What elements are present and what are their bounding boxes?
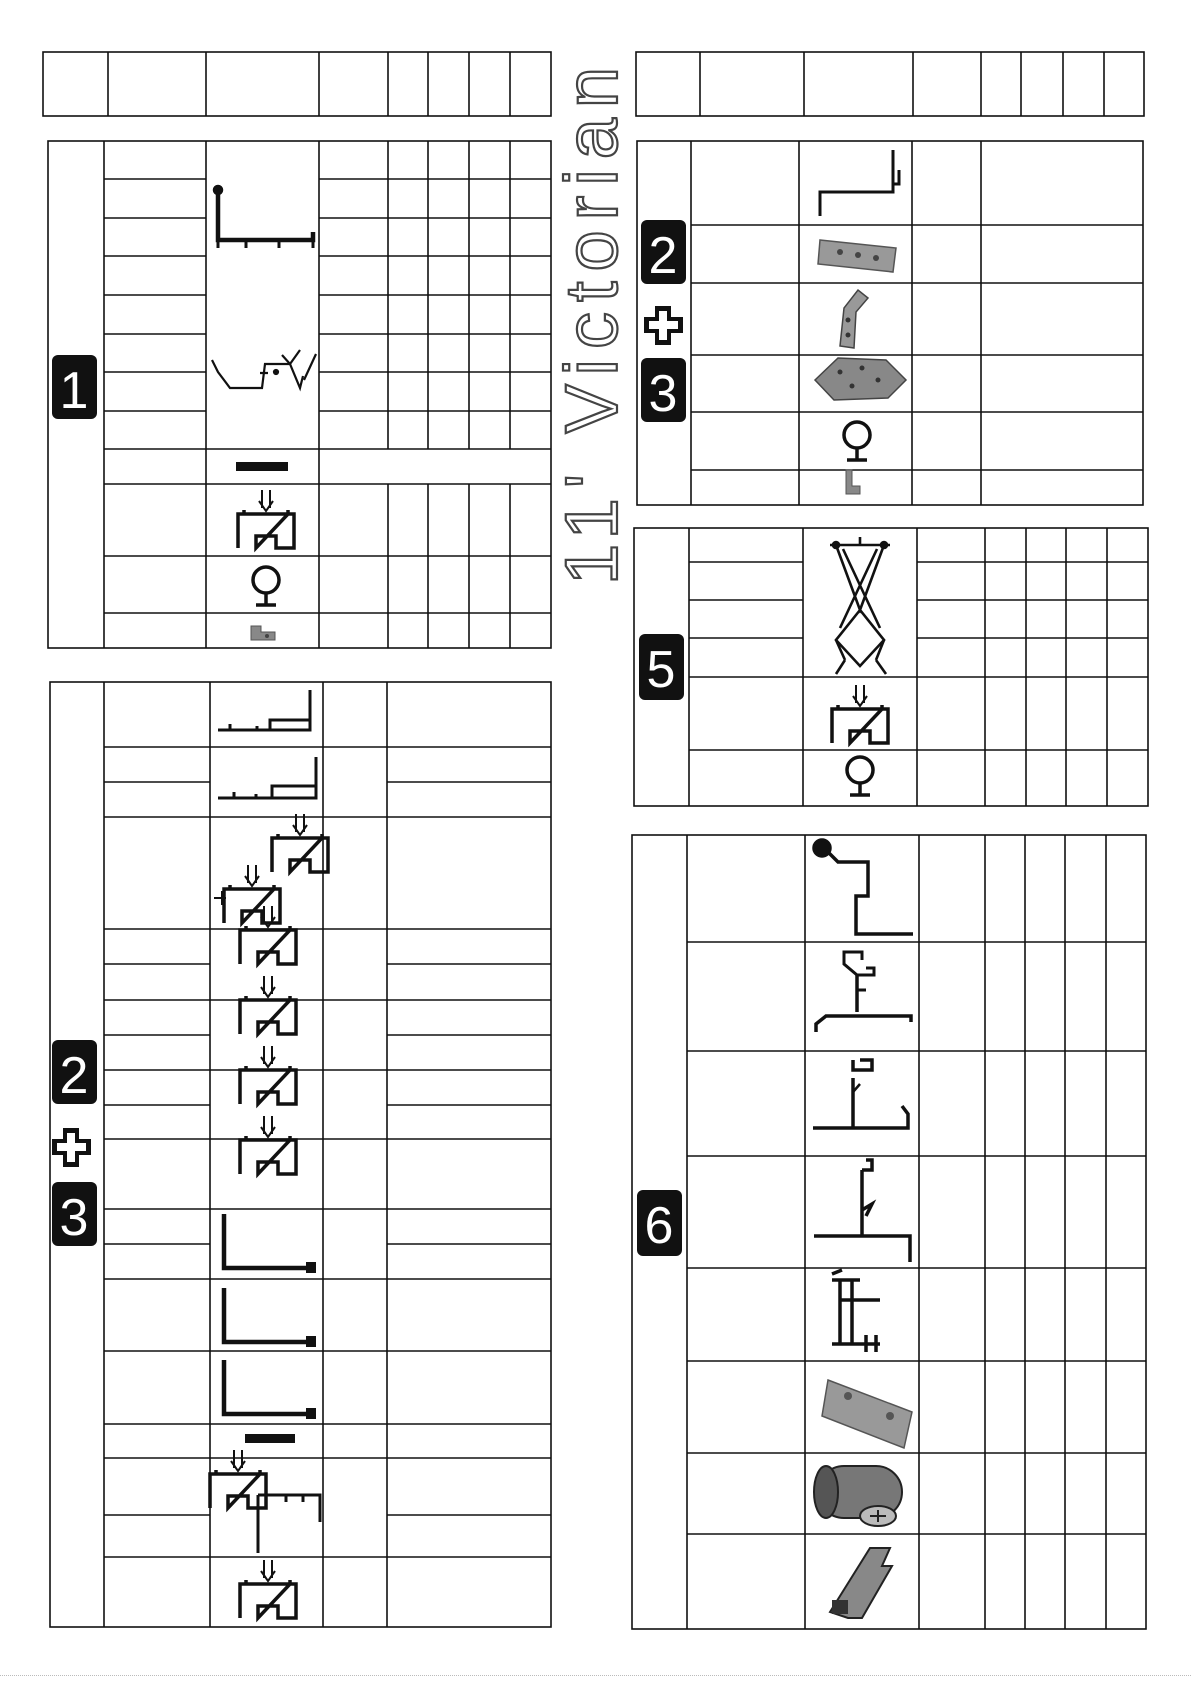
angle-profile-b-icon bbox=[224, 1288, 316, 1347]
base-frame-profile-icon bbox=[215, 187, 313, 248]
mount-profile-c-icon bbox=[240, 1046, 296, 1104]
svg-text:1: 1 bbox=[59, 362, 89, 420]
corner-bracket-b-icon bbox=[846, 470, 860, 494]
svg-text:3: 3 bbox=[59, 1189, 89, 1247]
angle-profile-c-icon bbox=[224, 1360, 316, 1419]
glazing-bar-b-icon bbox=[813, 1060, 908, 1128]
section-badge-2-left bbox=[52, 1040, 97, 1105]
section-badge-2-right bbox=[641, 220, 686, 285]
ridge-profile-icon bbox=[218, 690, 310, 730]
top-mount-profile-icon bbox=[238, 490, 294, 548]
glazing-bar-a-icon bbox=[816, 952, 911, 1032]
black-bar-b-icon bbox=[245, 1434, 295, 1443]
flat-plate-b-icon bbox=[822, 1380, 912, 1448]
stacked-profile-icon bbox=[832, 1270, 880, 1352]
top-mount-b-icon bbox=[832, 685, 888, 743]
hook-profile-icon bbox=[820, 150, 899, 216]
flat-plate-icon bbox=[818, 240, 896, 272]
plus-icon-right bbox=[644, 306, 683, 345]
mount-profile-b-icon bbox=[240, 976, 296, 1034]
svg-text:5: 5 bbox=[646, 641, 676, 699]
eave-profile-icon bbox=[814, 840, 913, 934]
svg-text:2: 2 bbox=[59, 1047, 89, 1105]
section-badge-6 bbox=[637, 1190, 682, 1256]
footer-rule bbox=[0, 1675, 1191, 1676]
ridge-profile-b-icon bbox=[218, 757, 316, 798]
channel-bracket-icon bbox=[830, 1548, 892, 1618]
mount-profile-d-icon bbox=[240, 1116, 296, 1174]
section-badge-1 bbox=[52, 355, 97, 420]
gutter-profile-icon bbox=[212, 350, 316, 388]
cylinder-connector-icon bbox=[814, 1466, 902, 1526]
document-title: 11' Victorian bbox=[550, 56, 633, 585]
gusset-plate-icon bbox=[815, 358, 906, 400]
plus-icon bbox=[52, 1128, 91, 1167]
glazing-bar-c-icon bbox=[814, 1160, 910, 1262]
corner-bracket-icon bbox=[251, 626, 275, 640]
section-badge-3-right bbox=[641, 358, 686, 423]
ring-connector-c-icon bbox=[847, 757, 873, 795]
section-badge-3-left bbox=[52, 1182, 97, 1247]
cross-brace-icon bbox=[830, 537, 890, 674]
section-badge-5 bbox=[639, 634, 684, 700]
svg-text:3: 3 bbox=[648, 365, 678, 423]
svg-text:2: 2 bbox=[648, 227, 678, 285]
ring-connector-b-icon bbox=[844, 422, 870, 460]
svg-text:6: 6 bbox=[644, 1197, 674, 1255]
black-bar-icon bbox=[236, 462, 288, 471]
mount-profile-e-icon bbox=[240, 1560, 296, 1618]
ring-connector-icon bbox=[253, 567, 279, 605]
bent-plate-icon bbox=[840, 290, 868, 348]
angle-profile-a-icon bbox=[224, 1214, 316, 1273]
step-mount-profile-icon bbox=[210, 1450, 320, 1553]
